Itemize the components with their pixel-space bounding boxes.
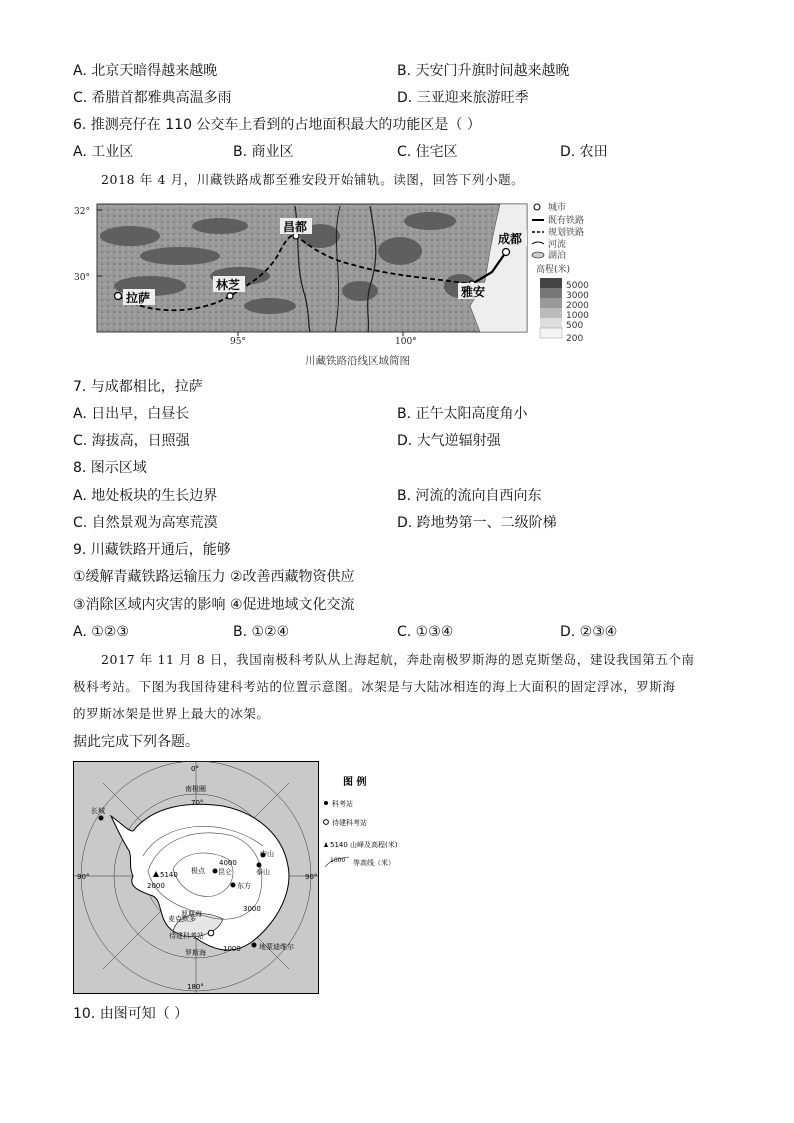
- proposed-station-label: 待建科考站: [169, 932, 204, 940]
- intro-antarctic-line-1: 2017 年 11 月 8 日，我国南极科考队从上海起航，奔赴南极罗斯海的恩克斯堡岛，建设我国第五个南: [101, 652, 695, 667]
- q7-option-c: C. 海拔高，日照强: [73, 433, 190, 449]
- q6-option-d: D. 农田: [560, 144, 608, 160]
- city-label-qamdo: 昌都: [283, 220, 308, 234]
- q7-option-d: D. 大气逆辐射强: [397, 433, 501, 449]
- legend-lake-icon: [532, 252, 544, 258]
- city-label-nyingchi: 林芝: [216, 278, 241, 292]
- q5-option-b: B. 天安门升旗时间越来越晚: [397, 63, 570, 79]
- q7-option-b: B. 正午太阳高度角小: [397, 406, 528, 422]
- q9-option-a: A. ①②③: [73, 624, 129, 640]
- legend-station-label: 科考站: [332, 800, 353, 808]
- q8-option-d: D. 跨地势第一、二级阶梯: [397, 515, 557, 531]
- elevation-swatch-2000: [540, 298, 562, 308]
- intro-sichuan-tibet: 2018 年 4 月，川藏铁路成都至雅安段开始铺轨。读图，回答下列小题。: [101, 172, 525, 187]
- elevation-value: 5000: [566, 281, 589, 291]
- elevation-value: 200: [566, 334, 584, 344]
- rail-map-caption: 川藏铁路沿线区域简图: [305, 355, 410, 367]
- peak-elevation-label: 5140: [160, 871, 178, 879]
- q8-option-a: A. 地处板块的生长边界: [73, 488, 218, 504]
- legend-contour-label: 等高线（米）: [353, 859, 395, 867]
- lat-70-label: 70°: [191, 799, 204, 807]
- deg-label-90w: 90°: [77, 873, 90, 881]
- contour-label-4000: 4000: [219, 859, 237, 867]
- city-marker-nyingchi: [227, 293, 233, 299]
- antarctic-station-map: [73, 761, 403, 995]
- station-marker-dongfang: [231, 883, 236, 888]
- legend-title: 图 例: [343, 777, 367, 788]
- city-marker-lhasa: [115, 293, 122, 300]
- station-label-taishan: 泰山: [256, 868, 270, 876]
- deg-label-90e: 90°: [305, 873, 318, 881]
- station-marker-taishan: [257, 863, 262, 868]
- elevation-title: 高程(米): [536, 265, 571, 275]
- station-marker-changcheng: [99, 816, 104, 821]
- q5-option-d: D. 三亚迎来旅游旺季: [397, 90, 529, 106]
- proposed-station-marker: [208, 930, 214, 936]
- legend-existing-railway-label: 既有铁路: [548, 216, 585, 226]
- intro-antarctic-line-2: 极科考站。下图为我国待建科考站的位置示意图。冰架是与大陆冰相连的海上大面积的固定浮冰，罗斯海: [73, 679, 676, 694]
- lat-label-32: 32°: [74, 207, 90, 217]
- lon-label-100: 100°: [395, 337, 417, 347]
- intro-antarctic-line-4: 据此完成下列各题。: [73, 734, 199, 750]
- q7-option-a: A. 日出早，白昼长: [73, 406, 190, 422]
- q6-option-b: B. 商业区: [233, 144, 294, 160]
- elevation-value: 1000: [566, 311, 589, 321]
- legend-station-icon: [324, 801, 328, 805]
- city-label-chengdu: 成都: [498, 232, 523, 246]
- city-label-yaan: 雅安: [461, 285, 486, 299]
- station-marker-kunlun: [213, 869, 218, 874]
- pole-label: 极点: [191, 867, 205, 875]
- city-marker-chengdu: [503, 249, 510, 256]
- q6-option-c: C. 住宅区: [397, 144, 458, 160]
- elevation-swatch-1000: [540, 308, 562, 318]
- rail-map-legend: [532, 201, 589, 344]
- legend-river-label: 河流: [548, 240, 567, 250]
- ross-sea-label: 罗斯海: [185, 949, 206, 957]
- legend-peak-icon: [324, 842, 328, 847]
- contour-label-3000: 3000: [243, 905, 261, 913]
- legend-river-icon: [532, 242, 544, 244]
- q6-stem: 6. 推测亮仔在 110 公交车上看到的占地面积最大的功能区是（ ）: [73, 117, 481, 133]
- ross-sea-label: 罗斯海: [181, 910, 202, 918]
- city-label-lhasa: 拉萨: [126, 291, 151, 305]
- elevation-swatch-500: [540, 318, 562, 328]
- q9-stem: 9. 川藏铁路开通后，能够: [73, 542, 231, 558]
- q9-option-d: D. ②③④: [560, 624, 618, 640]
- elevation-swatch-5000: [540, 278, 562, 288]
- legend-city-icon: [534, 204, 540, 210]
- legend-planned-railway-label: 规划铁路: [548, 228, 585, 238]
- intro-antarctic-line-3: 的罗斯冰架是世界上最大的冰架。: [73, 706, 270, 721]
- q8-option-c: C. 自然景观为高寒荒漠: [73, 515, 218, 531]
- legend-proposed-station-icon: [324, 820, 329, 825]
- q8-option-b: B. 河流的流向自西向东: [397, 488, 542, 504]
- elevation-value: 2000: [566, 301, 589, 311]
- q10-stem: 10. 由图可知（ ）: [73, 1006, 189, 1022]
- q8-stem: 8. 图示区域: [73, 460, 147, 476]
- sichuan-tibet-railway-map: [70, 196, 610, 371]
- station-label-mcmurdo: 麦克默多: [168, 915, 196, 923]
- elevation-value: 500: [566, 321, 584, 331]
- q7-stem: 7. 与成都相比，拉萨: [73, 379, 203, 395]
- station-label-changcheng: 长城: [91, 807, 105, 815]
- q6-option-a: A. 工业区: [73, 144, 134, 160]
- dumont-durville-label: 地蒙迪维尔: [259, 943, 294, 951]
- q5-option-a: A. 北京天暗得越来越晚: [73, 63, 218, 79]
- q9-choices-line-2: ③消除区域内灾害的影响 ④促进地域文化交流: [73, 597, 355, 613]
- deg-label-180: 180°: [187, 983, 204, 991]
- legend-lake-label: 湖泊: [548, 251, 567, 261]
- legend-city-label: 城市: [548, 203, 567, 213]
- q9-option-c: C. ①③④: [397, 624, 454, 640]
- station-label-kunlun: 昆仑: [218, 868, 232, 876]
- elevation-swatch-200: [540, 328, 562, 338]
- lat-label-30: 30°: [74, 273, 90, 283]
- lon-label-95: 95°: [230, 337, 246, 347]
- legend-proposed-station-label: 待建科考站: [332, 819, 367, 827]
- elevation-swatch-3000: [540, 288, 562, 298]
- q5-option-c: C. 希腊首都雅典高温多雨: [73, 90, 232, 106]
- elevation-value: 3000: [566, 291, 589, 301]
- q9-option-b: B. ①②④: [233, 624, 290, 640]
- antarctic-circle-label: 南极圈: [185, 785, 206, 793]
- legend-contour-value: 1000: [330, 857, 346, 864]
- q9-choices-line-1: ①缓解青藏铁路运输压力 ②改善西藏物资供应: [73, 569, 355, 585]
- contour-label-2000: 2000: [147, 882, 165, 890]
- antarctic-map-legend: [324, 775, 398, 867]
- station-marker-dumont-durville: [252, 943, 257, 948]
- legend-peak-label: 5140 山峰及高程(米): [330, 841, 398, 849]
- station-label-zhongshan: 中山: [260, 850, 274, 858]
- deg-label-0: 0°: [191, 765, 199, 773]
- station-label-dongfang: 东方: [237, 882, 251, 890]
- contour-label-1000: 1000: [223, 945, 241, 953]
